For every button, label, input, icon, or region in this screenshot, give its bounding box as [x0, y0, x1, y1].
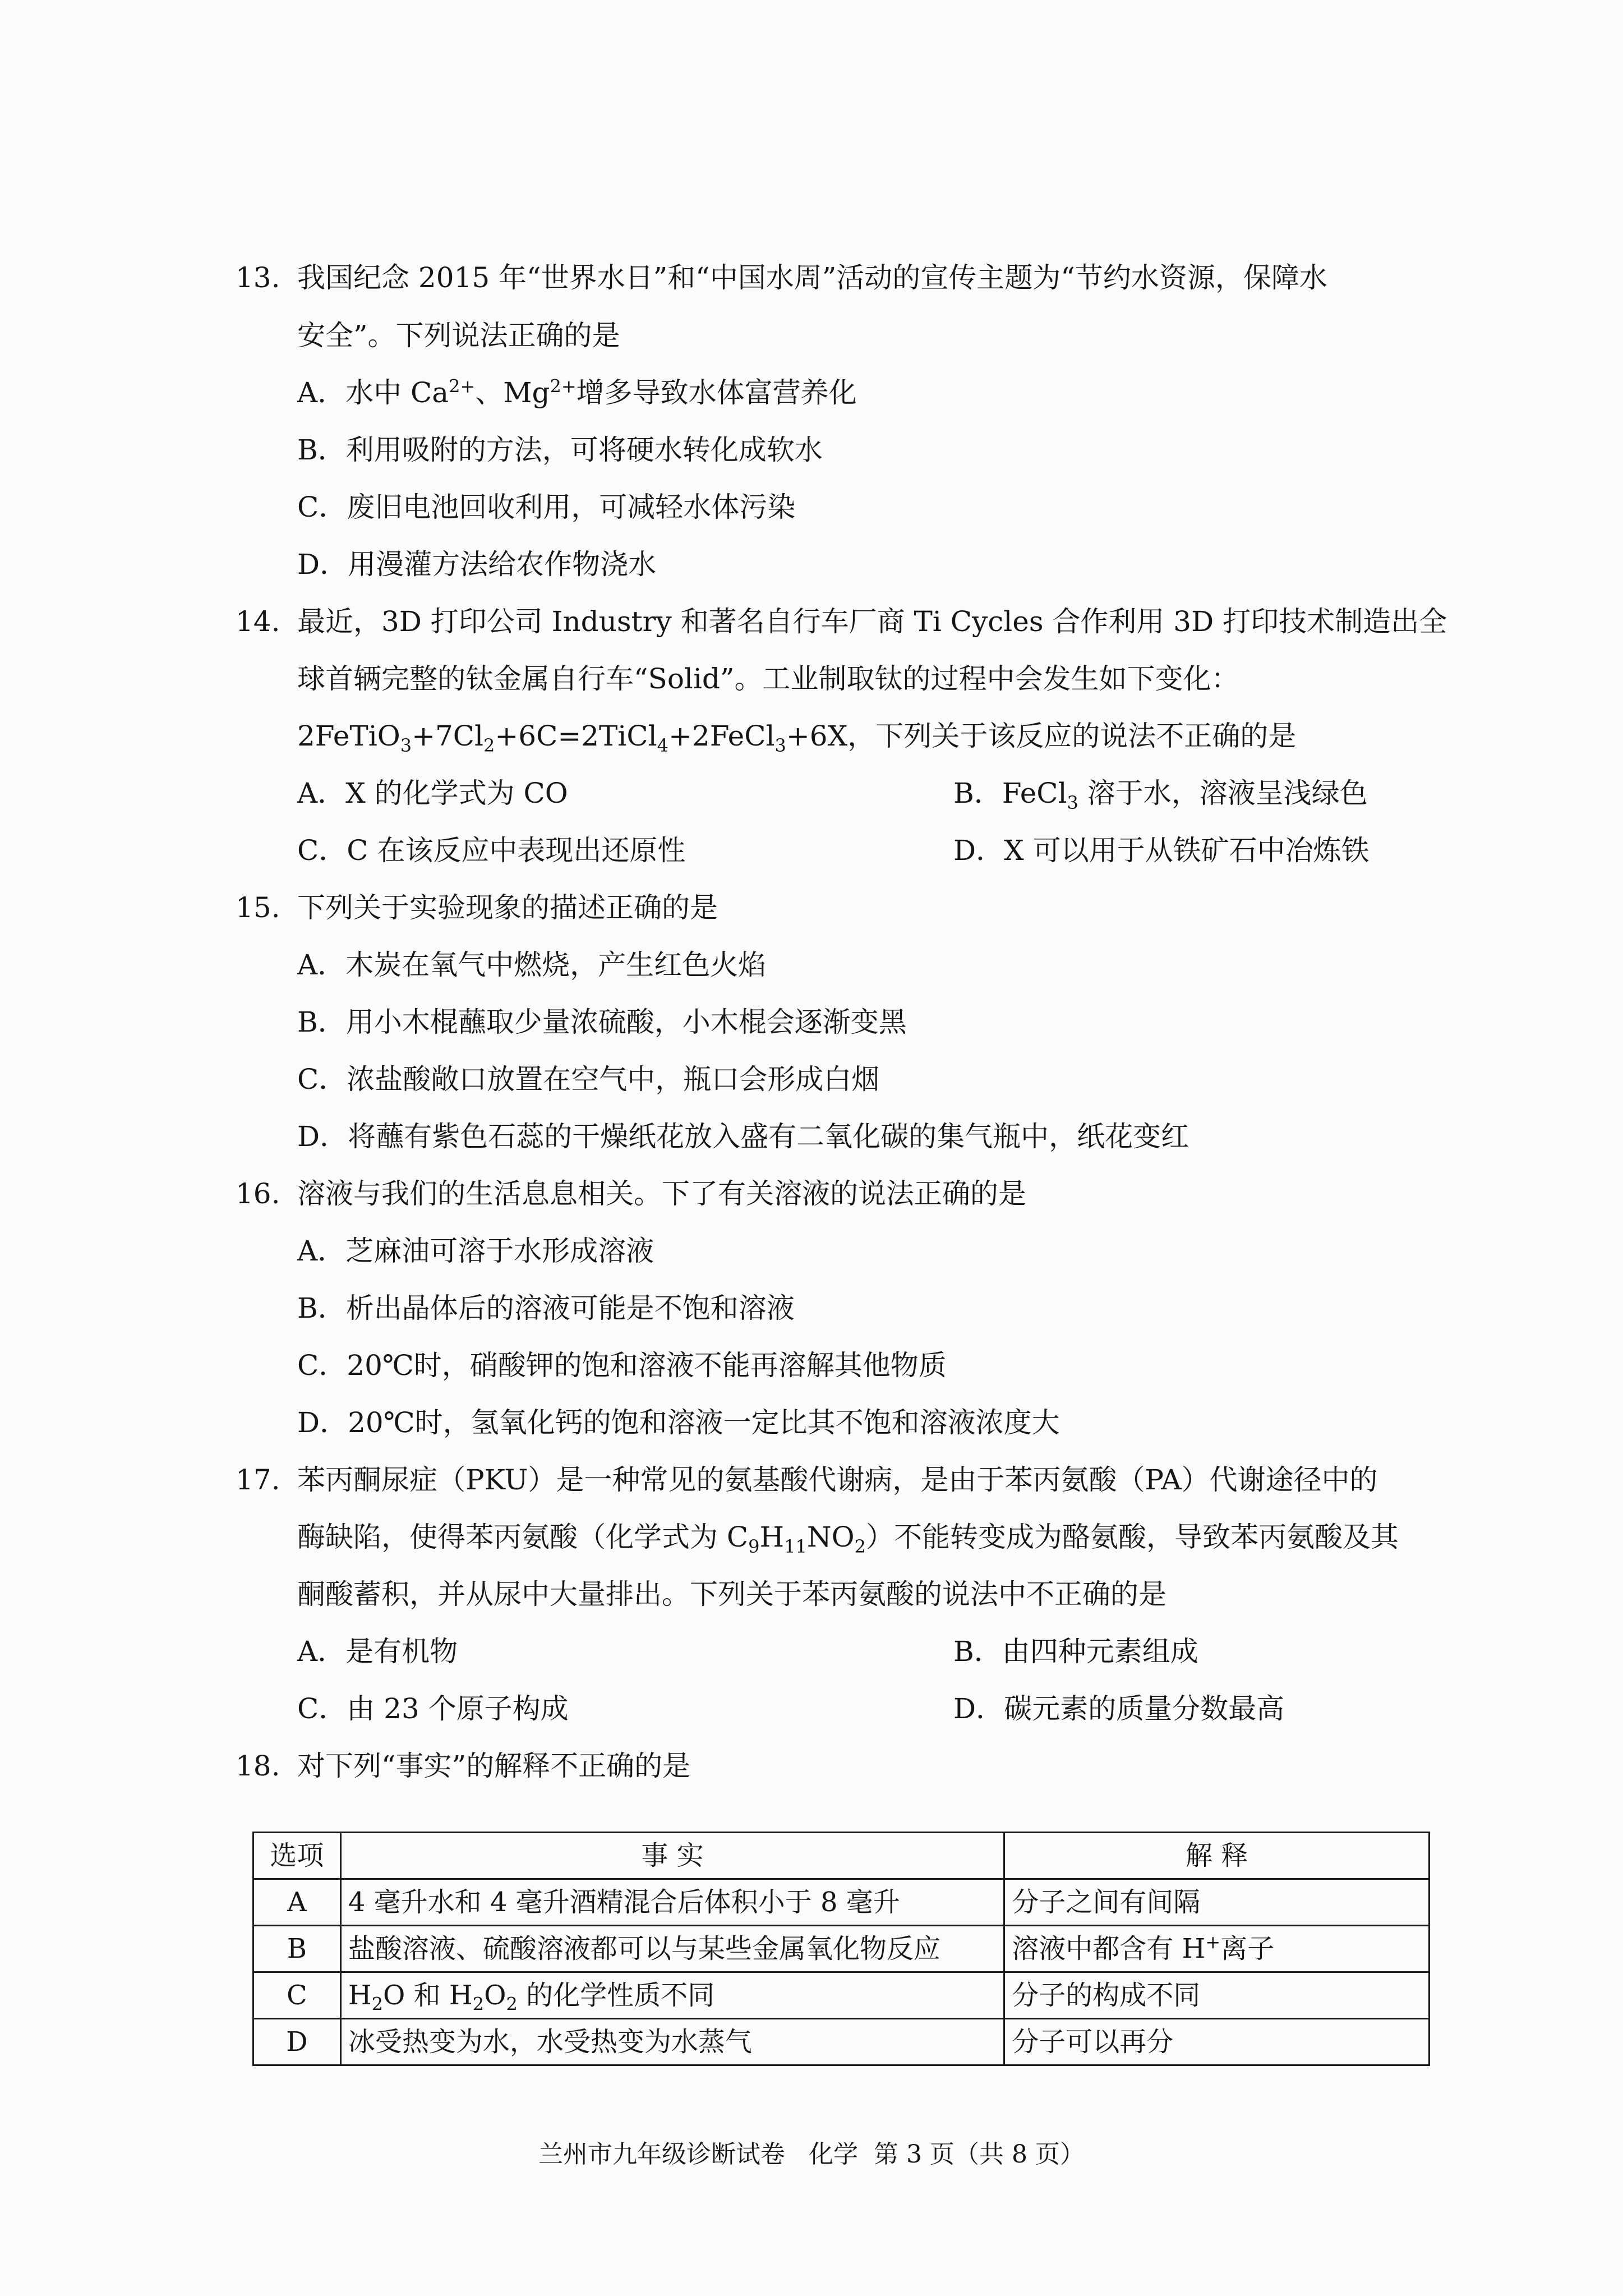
row-fact: $H_2O$ 和 $H_2O_2$ 的化学性质不同 — [340, 1972, 1004, 2019]
header-option: 选项 — [253, 1833, 341, 1879]
table-row — [253, 1926, 1430, 1972]
question-18-line-1: 对下列“事实”的解释不正确的是 — [297, 1750, 691, 1782]
facts-table — [252, 1832, 1430, 2066]
header-explanation: 解 释 — [1004, 1833, 1430, 1879]
row-fact: 盐酸溶液、硫酸溶液都可以与某些金属氧化物反应 — [340, 1926, 1004, 1972]
question-16-line-1: 溶液与我们的生活息息相关。下了有关溶液的说法正确的是 — [297, 1177, 1026, 1210]
question-13-option-b: B．利用吸附的方法，可将硬水转化成软水 — [297, 434, 823, 466]
question-13-line-1: 我国纪念 2015 年“世界水日”和“中国水周”活动的宣传主题为“节约水资源，保障水 — [297, 261, 1327, 294]
table-row — [253, 1972, 1430, 2019]
question-14-option-d: D．X 可以用于从铁矿石中冶炼铁 — [953, 834, 1370, 867]
question-15-option-c: C．浓盐酸敞口放置在空气中，瓶口会形成白烟 — [297, 1063, 880, 1096]
question-15-number: 15. — [236, 891, 280, 924]
question-16-option-c: C．20℃时，硝酸钾的饱和溶液不能再溶解其他物质 — [297, 1349, 947, 1382]
question-17-option-b: B．由四种元素组成 — [953, 1635, 1198, 1668]
question-17-number: 17. — [236, 1464, 280, 1496]
question-15-line-1: 下列关于实验现象的描述正确的是 — [297, 891, 718, 924]
question-14-option-c: C．C 在该反应中表现出还原性 — [297, 834, 686, 867]
question-16-option-d: D．20℃时，氢氧化钙的饱和溶液一定比其不饱和溶液浓度大 — [297, 1406, 1060, 1439]
row-option: C — [253, 1972, 341, 2019]
question-13-number: 13. — [236, 261, 280, 294]
page-footer: 兰州市九年级诊断试卷 化学 第 3 页（共 8 页） — [538, 2140, 1085, 2169]
question-14-option-a: A．X 的化学式为 CO — [297, 777, 568, 809]
question-18-number: 18. — [236, 1750, 280, 1782]
question-16-option-a: A．芝麻油可溶于水形成溶液 — [297, 1235, 654, 1267]
row-explanation: 溶液中都含有 H+离子 — [1004, 1926, 1430, 1972]
row-explanation: 分子之间有间隔 — [1004, 1879, 1430, 1926]
row-fact: 4 毫升水和 4 毫升酒精混合后体积小于 8 毫升 — [340, 1879, 1004, 1926]
question-16-number: 16. — [236, 1177, 280, 1210]
question-17-option-c: C．由 23 个原子构成 — [297, 1692, 569, 1725]
row-option: D — [253, 2019, 341, 2065]
question-15-option-d: D．将蘸有紫色石蕊的干燥纸花放入盛有二氧化碳的集气瓶中，纸花变红 — [297, 1120, 1189, 1153]
question-14-number: 14. — [236, 605, 280, 638]
question-13-line-2: 安全”。下列说法正确的是 — [297, 319, 620, 352]
row-option: A — [253, 1879, 341, 1926]
question-15-option-b: B．用小木棍蘸取少量浓硫酸，小木棍会逐渐变黑 — [297, 1006, 907, 1038]
question-13-option-d: D．用漫灌方法给农作物浇水 — [297, 548, 657, 581]
table-row — [253, 1879, 1430, 1926]
question-14-line-1: 最近，3D 打印公司 Industry 和著名自行车厂商 Ti Cycles 合作利用 3D 打印技术制造出全 — [297, 605, 1447, 638]
table-row — [253, 2019, 1430, 2065]
question-17-line-3: 酮酸蓄积，并从尿中大量排出。下列关于苯丙氨酸的说法中不正确的是 — [297, 1578, 1166, 1611]
question-14-line-2: 球首辆完整的钛金属自行车“Solid”。工业制取钛的过程中会发生如下变化： — [297, 662, 1239, 695]
header-fact: 事 实 — [340, 1833, 1004, 1879]
question-17-line-2: 酶缺陷，使得苯丙氨酸（化学式为 $C_9H_{11}NO_2$）不能转变成为酪氨酸，导致苯丙氨酸及其 — [297, 1521, 1399, 1557]
question-13-option-a: A．水中 $Ca^{2+}$、$Mg^{2+}$增多导致水体富营养化 — [297, 375, 857, 409]
question-15-option-a: A．木炭在氧气中燃烧，产生红色火焰 — [297, 949, 767, 981]
table-header-row — [253, 1833, 1430, 1879]
row-option: B — [253, 1926, 341, 1972]
question-17-option-d: D．碳元素的质量分数最高 — [953, 1692, 1285, 1725]
question-13-option-c: C．废旧电池回收利用，可减轻水体污染 — [297, 491, 796, 523]
question-16-option-b: B．析出晶体后的溶液可能是不饱和溶液 — [297, 1292, 795, 1324]
question-14-line-3: $2FeTiO_3+7Cl_2+6C=2TiCl_4+2FeCl_3+6X$，下列关于该反应的说法不正确的是 — [297, 720, 1297, 756]
row-explanation: 分子的构成不同 — [1004, 1972, 1430, 2019]
question-17-option-a: A．是有机物 — [297, 1635, 458, 1668]
question-14-option-b: B．FeCl$_3$ 溶于水，溶液呈浅绿色 — [953, 777, 1368, 813]
question-17-line-1: 苯丙酮尿症（PKU）是一种常见的氨基酸代谢病，是由于苯丙氨酸（PA）代谢途径中的 — [297, 1464, 1378, 1496]
row-fact: 冰受热变为水，水受热变为水蒸气 — [340, 2019, 1004, 2065]
row-explanation: 分子可以再分 — [1004, 2019, 1430, 2065]
